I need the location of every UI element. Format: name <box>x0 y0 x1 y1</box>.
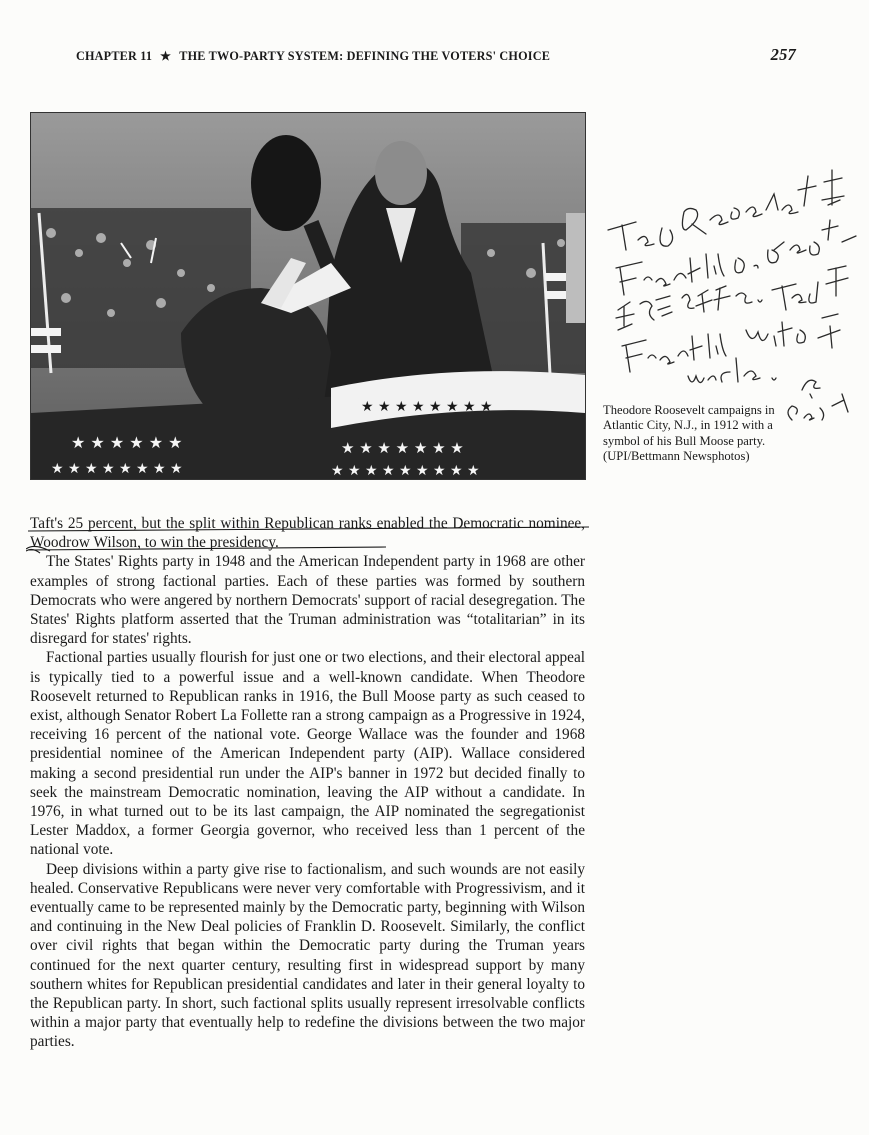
chapter-label: CHAPTER 11 <box>76 49 153 63</box>
paragraph-4: Deep divisions within a party give rise to factionalism, and such wounds are not easily healed. Conservative Republicans were never very comfortable with Progressivism, and it eventually came to be represented mainly by the Democratic party, beginning with Wilson and continuing in the New Deal policies of Franklin D. Roosevelt. Similarly, the conflict over civil rights that began within the Democratic party during the Truman years continued for the next quarter century, resulting first in widespread support by many southern whites for Republican presidential candidates and later in their general loyalty to the Republican party. In short, such factional splits usually represent irresolvable conflicts within a major party that eventually help to redefine the divisions between the two major parties. <box>30 860 585 1051</box>
running-head <box>76 47 796 67</box>
svg-text:★ ★ ★ ★ ★ ★ ★: ★ ★ ★ ★ ★ ★ ★ <box>341 439 464 457</box>
figure-caption: Theodore Roosevelt campaigns in Atlantic City, N.J., in 1912 with a symbol of his Bull Moose party. (UPI/Bettmann Newsphotos) <box>603 403 775 464</box>
star-separator-icon: ★ <box>160 49 172 63</box>
photo-illustration <box>31 113 585 479</box>
paragraph-1: Taft's 25 percent, but the split within Republican ranks enabled the Democratic nominee, Woodrow Wilson, to win the presidency. <box>30 515 585 552</box>
paragraph-2: The States' Rights party in 1948 and the American Independent party in 1968 are other examples of strong factional parties. Each of these parties was formed by southern Democrats who were angered by northern Democrats' support of racial desegregation. The States' Rights platform asserted that the Truman administration was “totalitarian” in its disregard for states' rights. <box>30 553 585 648</box>
svg-text:★ ★ ★ ★ ★ ★: ★ ★ ★ ★ ★ ★ <box>71 433 183 452</box>
svg-text:★ ★ ★ ★ ★ ★ ★ ★ ★: ★ ★ ★ ★ ★ ★ ★ ★ ★ <box>331 463 480 479</box>
chapter-title <box>76 49 550 64</box>
svg-text:★ ★ ★ ★ ★ ★ ★ ★: ★ ★ ★ ★ ★ ★ ★ ★ <box>361 399 493 415</box>
body-text <box>30 514 585 1052</box>
chapter-heading: THE TWO-PARTY SYSTEM: DEFINING THE VOTERS' CHOICE <box>179 49 551 63</box>
svg-text:★ ★ ★ ★ ★ ★ ★ ★: ★ ★ ★ ★ ★ ★ ★ ★ <box>51 461 183 477</box>
roosevelt-campaign-photo <box>30 112 586 480</box>
page-number: 257 <box>770 45 796 64</box>
paragraph-3: Factional parties usually flourish for just one or two elections, and their electoral appeal is typically tied to a powerful issue and a well-known candidate. When Theodore Roosevelt returned to Republican ranks in 1916, the Bull Moose party as such ceased to exist, although Senator Robert La Follette ran a strong campaign as a Progressive in 1924, receiving 16 percent of the national vote. George Wallace was the founder and 1968 presidential nominee of the American Independent party (AIP). Wallace considered making a second presidential run under the AIP's banner in 1972 but decided finally to seek the mainstream Democratic nomination, leaving the AIP without a candidate. In 1976, in what turned out to be its last campaign, the AIP nominated the segregationist Lester Maddox, a former Georgia governor, who received less than 1 percent of the national vote. <box>30 649 585 859</box>
